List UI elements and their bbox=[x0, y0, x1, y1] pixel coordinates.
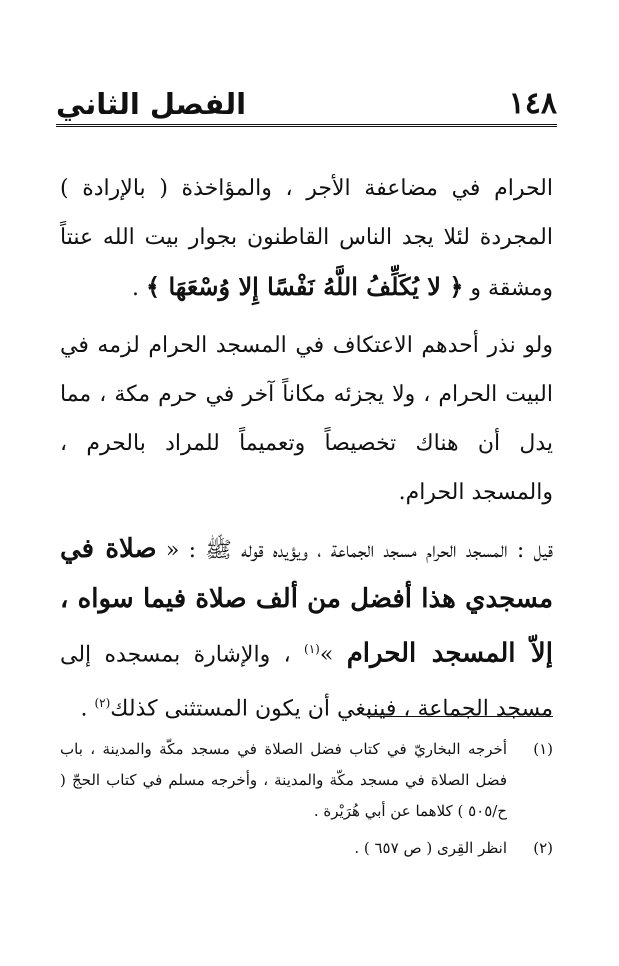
footnote-number: (١) bbox=[533, 740, 553, 758]
paragraph-3 bbox=[60, 525, 553, 734]
hadith-text: صلاة في مسجدي هذا أفضل من ألف صلاة فيما سواه ، إلاّ المسجد الحرام bbox=[60, 534, 553, 669]
footnote-divider bbox=[367, 716, 553, 717]
paragraph-3-end: . bbox=[80, 696, 95, 722]
footnote-ref-1[interactable]: (١) bbox=[304, 642, 320, 656]
body-text bbox=[60, 164, 553, 734]
footnote-text: انظر القِرى ( ص ٦٥٧ ) . bbox=[354, 839, 507, 857]
footnote-2 bbox=[60, 833, 553, 864]
paragraph-1-text: الحرام في مضاعفة الأجر ، والمؤاخذة ( بالإرادة ) المجردة لئلا يجد الناس القاطنون بجوار بيت الله عنتاً ومشقة و bbox=[60, 176, 553, 301]
quran-verse: ﴿ لا يُكَلِّفُ اللَّهُ نَفْسًا إِلا وُسْعَهَا ﴾ bbox=[146, 272, 464, 301]
paragraph-1 bbox=[60, 164, 553, 313]
footnote-ref-2[interactable]: (٢) bbox=[94, 696, 111, 711]
paragraph-3-after: ، والإشارة بمسجده إلى مسجد الجماعة ، فينبغي أن يكون المستثنى كذلك bbox=[60, 642, 553, 722]
footnote-number: (٢) bbox=[533, 839, 553, 857]
paragraph-2: ولو نذر أحدهم الاعتكاف في المسجد الحرام لزمه في البيت الحرام ، ولا يجزئه مكاناً آخر في حرم مكة ، مما يدل أن هناك تخصيصاً وتعميماً للمراد بالحرم ، والمسجد الحرام. bbox=[60, 333, 553, 505]
footnote-1 bbox=[60, 734, 553, 827]
page-number: ١٤٨ bbox=[508, 86, 557, 121]
footnote-text: أخرجه البخاريّ في كتاب فضل الصلاة في مسجد مكّة والمدينة ، باب فضل الصلاة في مسجد مكّة والمدينة ، وأخرجه مسلم في كتاب الحجّ ( ح/٥٠٥ ) كلاهما عن أبي هُرَيْرة . bbox=[60, 740, 507, 820]
page-header bbox=[56, 74, 557, 127]
footnotes bbox=[60, 734, 553, 864]
chapter-title: الفصل الثاني bbox=[56, 87, 247, 121]
paragraph-3-intro: قيل : المسجد الحرام مسجد الجماعة ، ويؤيده قوله ﷺ : « bbox=[156, 538, 554, 563]
paragraph-1-end: . bbox=[132, 276, 147, 301]
hadith-close: » bbox=[319, 642, 347, 668]
